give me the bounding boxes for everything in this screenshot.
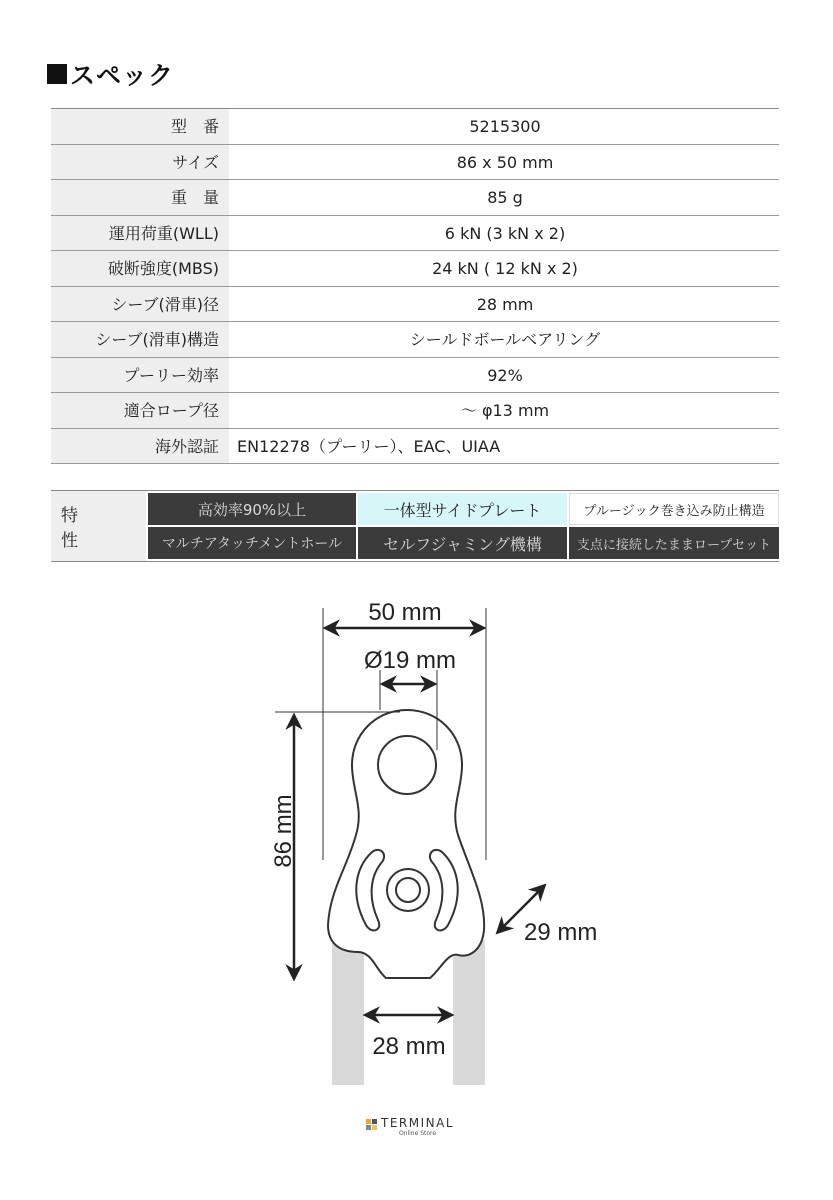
spec-row [51, 216, 779, 252]
features-grid [146, 491, 779, 561]
logo-sub: Online Store [398, 1130, 437, 1137]
feature-cell: 支点に接続したままロープセット [569, 527, 779, 559]
rope-right [453, 940, 485, 1085]
spec-value: 24 kN ( 12 kN x 2) [432, 259, 578, 278]
spec-row [51, 287, 779, 323]
spec-label: シーブ(滑車)径 [51, 287, 231, 322]
spec-label: 破断強度(MBS) [51, 251, 231, 286]
feature-cell: 一体型サイドプレート [358, 493, 567, 525]
spec-row [51, 180, 779, 216]
store-logo [366, 1117, 454, 1137]
spec-value: ～ φ13 mm [460, 401, 550, 420]
pulley-diagram [0, 590, 833, 1100]
spec-row [51, 358, 779, 394]
features-table [51, 490, 779, 562]
spec-row [51, 322, 779, 358]
spec-row [51, 251, 779, 287]
spec-value: 5215300 [469, 117, 541, 136]
features-label: 特 性 [51, 491, 146, 561]
heading-text: スペック [70, 61, 175, 90]
spec-value: 86 x 50 mm [456, 152, 554, 172]
rope-label: 29 mm [524, 919, 598, 946]
axle-inner [396, 878, 420, 902]
spec-label: 重 量 [51, 180, 231, 215]
spec-label: 型 番 [51, 109, 231, 144]
page-heading [47, 56, 174, 92]
spec-label: 運用荷重(WLL) [51, 216, 231, 251]
spec-label: 適合ロープ径 [51, 393, 231, 428]
square-bullet-icon [47, 64, 67, 84]
spec-value: EN12278（プーリー）、EAC、UIAA [237, 436, 501, 456]
spec-value: シールドボールベアリング [409, 330, 601, 349]
height-label: 86 mm [270, 794, 297, 868]
spec-label: シーブ(滑車)構造 [51, 322, 231, 357]
spec-value: 92% [487, 365, 523, 385]
spec-label: 海外認証 [51, 429, 231, 464]
spec-row [51, 145, 779, 181]
attachment-hole [378, 736, 436, 794]
width-label: 50 mm [368, 599, 442, 626]
spec-label: プーリー効率 [51, 358, 231, 393]
spec-row [51, 393, 779, 429]
sheave-label: 28 mm [372, 1033, 446, 1060]
feature-cell: セルフジャミング機構 [358, 527, 567, 559]
spec-row [51, 109, 779, 145]
hole-label: Ø19 mm [363, 647, 457, 674]
spec-label: サイズ [51, 145, 231, 180]
logo-icon [366, 1119, 378, 1131]
spec-value: 85 g [487, 188, 523, 207]
feature-cell: 高効率90%以上 [148, 493, 356, 525]
spec-value: 6 kN (3 kN x 2) [444, 223, 566, 243]
feature-cell: マルチアタッチメントホール [148, 527, 356, 559]
spec-row [51, 429, 779, 465]
logo-name: TERMINAL [381, 1116, 455, 1130]
feature-cell: プルージック巻き込み防止構造 [569, 493, 779, 525]
spec-table [51, 108, 779, 464]
spec-value: 28 mm [476, 294, 534, 314]
rope-left [332, 940, 364, 1085]
